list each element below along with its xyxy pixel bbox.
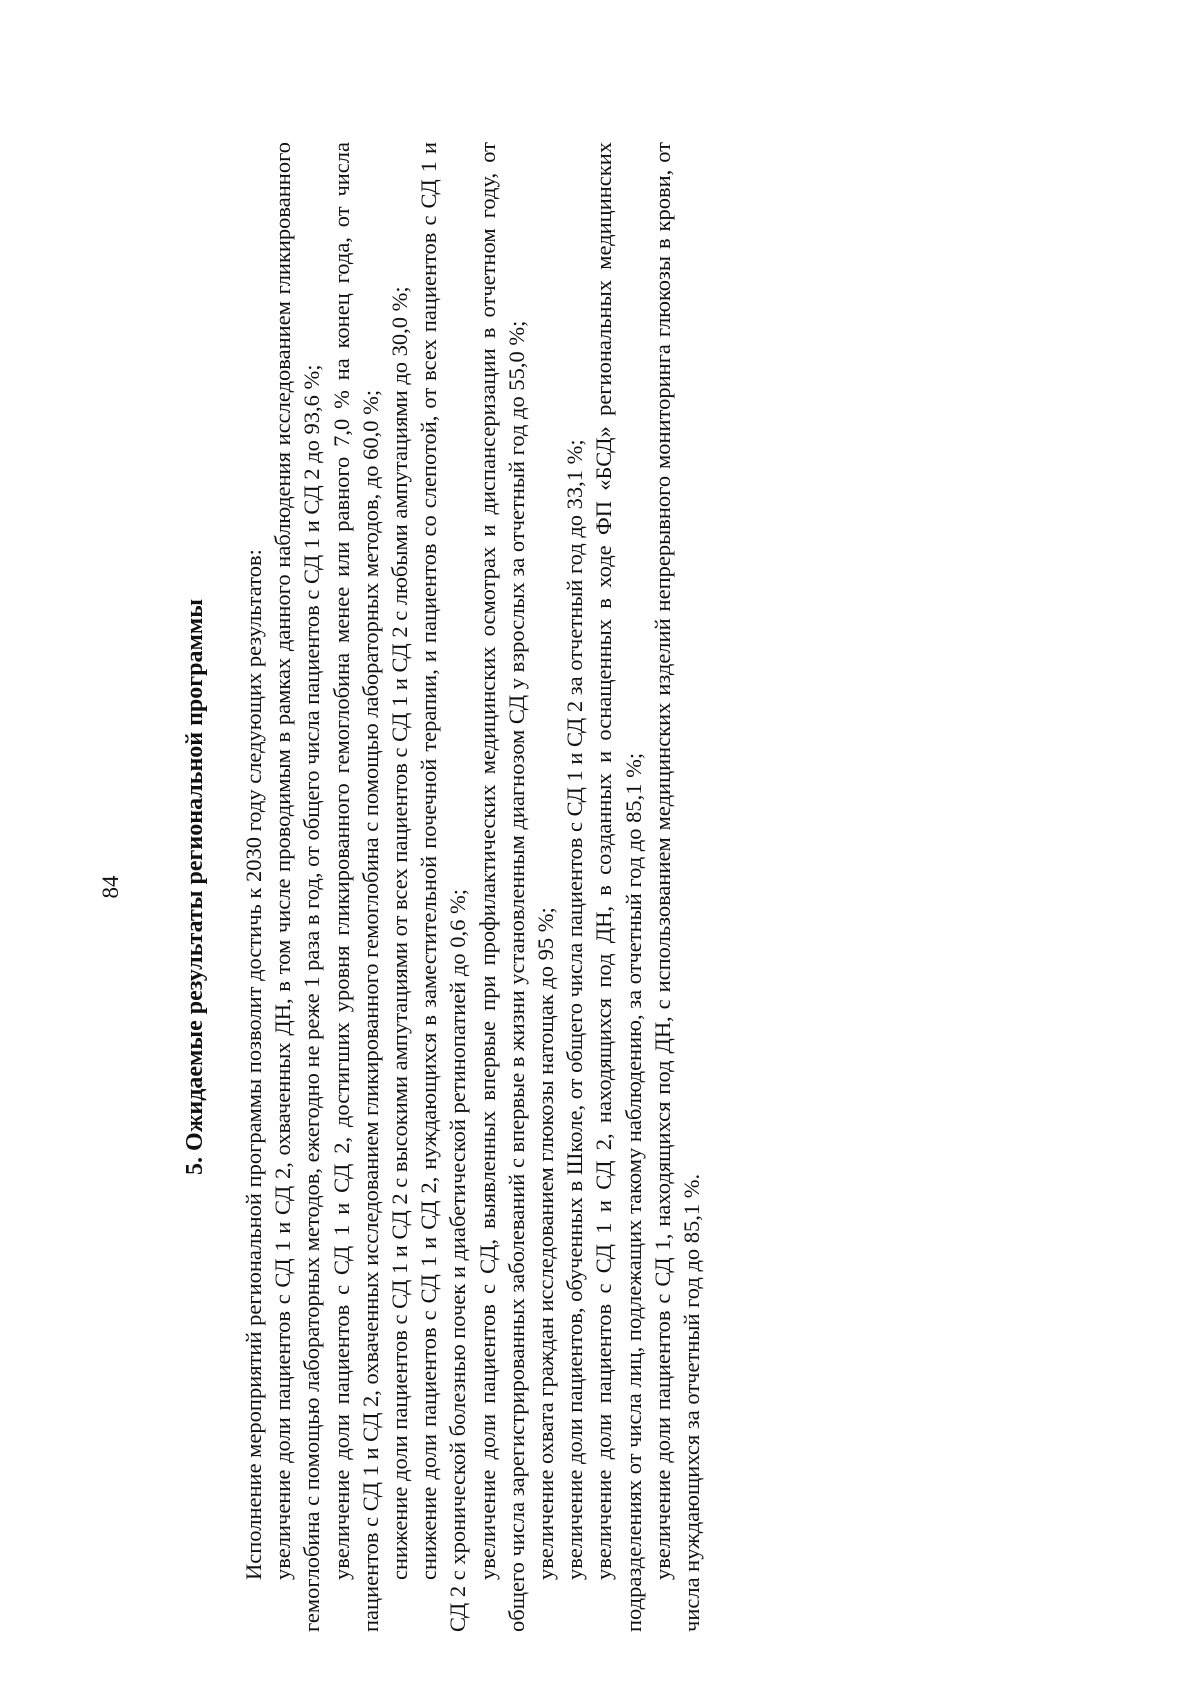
paragraph-item: увеличение доли пациентов, обученных в Школе, от общего числа пациентов с СД 1 и СД 2 за отчетный год до 33,1 %;: [562, 439, 588, 1580]
paragraph-item: снижение доли пациентов с СД 1 и СД 2 с высокими ампутациями от всех пациентов с СД 1 и СД 2 с любыми ампутациями до 30,0 %;: [387, 286, 413, 1580]
paragraph-intro: Исполнение мероприятий региональной программы позволит достичь к 2030 году следующих результатов:: [241, 549, 266, 1580]
rotated-content: [95, 142, 706, 1632]
paragraph-item: увеличение доли пациентов с СД 1 и СД 2, охваченных ДН, в том числе проводимым в рамках данного наблюдения исследованием гликированного гемоглобина с помощью лабораторных методов, ежегодно не реже 1 раза в год, от общего числа пациентов с СД 1 и СД 2 до 93,6 %;: [270, 142, 325, 1632]
paragraph-item: увеличение доли пациентов с СД 1, находящихся под ДН, с использованием медицинских изделий непрерывного мониторинга глюкозы в крови, от числа нуждающихся за отчетный год до 85,1 %.: [649, 142, 705, 1632]
body-text: [239, 142, 706, 1632]
paragraph-item: увеличение доли пациентов с СД 1 и СД 2, достигших уровня гликированного гемоглобина менее или равного 7,0 % на конец года, от числа пациентов с СД 1 и СД 2, охваченных исследованием гликированного гемоглобина с помощью лабораторных методов, до 60,0 %;: [328, 142, 383, 1632]
paragraph-item: увеличение охвата граждан исследованием глюкозы натощак до 95 %;: [533, 907, 559, 1580]
paragraph-item: увеличение доли пациентов с СД 1 и СД 2, находящихся под ДН, в созданных и оснащенных в ходе ФП «БСД» региональных медицинских подразделениях от числа лиц, подлежащих такому наблюдению, за отчетный год до 85,1 %;: [591, 142, 646, 1632]
page-number: 84: [98, 875, 123, 899]
paragraph-item: снижение доли пациентов с СД 1 и СД 2, нуждающихся в заместительной почечной терапии, и пациентов со слепотой, от всех пациентов с СД 1 и СД 2 с хронической болезнью почек и диабетической ретинопатией до 0,6 %;: [416, 142, 471, 1632]
section-title: 5. Ожидаемые результаты региональной программы: [182, 599, 208, 1175]
paragraph-item: увеличение доли пациентов с СД, выявленных впервые при профилактических медицинских осмотрах и диспансеризации в отчетном году, от общего числа зарегистрированных заболеваний с впервые в жизни установленным диагнозом СД у взрослых за отчетный год до 55,0 %;: [474, 142, 529, 1632]
